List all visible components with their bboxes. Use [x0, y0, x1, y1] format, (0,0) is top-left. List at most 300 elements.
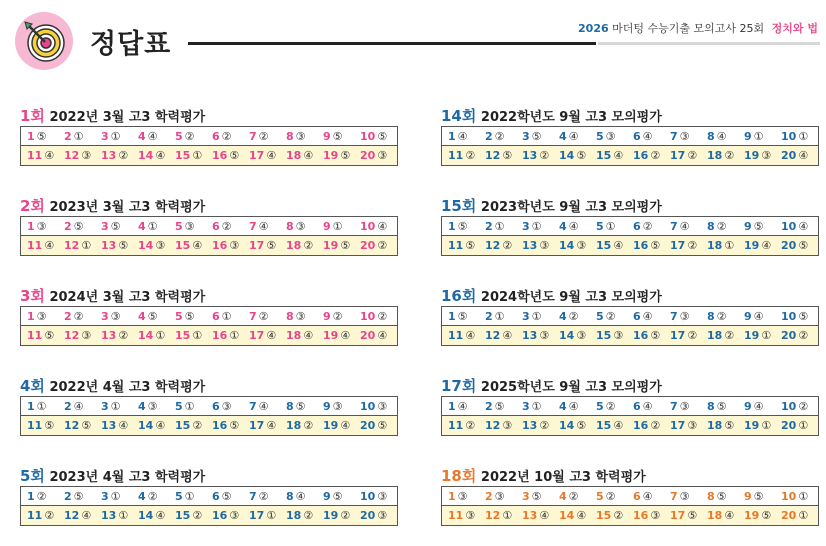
answer-choice: ⑤ — [147, 309, 158, 323]
round-number: 14회 — [441, 107, 477, 125]
answer-cell — [138, 329, 175, 342]
answer-cell — [522, 149, 559, 162]
answer-choice: ③ — [539, 239, 550, 252]
answer-cell — [744, 239, 781, 252]
answer-cell — [596, 130, 633, 143]
answer-choice: ② — [118, 329, 129, 342]
answer-choice: ④ — [258, 219, 269, 233]
question-number: 12 — [485, 509, 501, 522]
question-number: 11 — [448, 329, 464, 342]
block-title — [441, 466, 819, 486]
question-number: 5 — [596, 129, 604, 143]
question-number: 5 — [175, 399, 183, 413]
answer-cell — [559, 239, 596, 252]
answer-choice: ③ — [679, 399, 690, 413]
question-number: 14 — [559, 509, 575, 522]
answer-choice: ④ — [258, 399, 269, 413]
question-number: 9 — [323, 489, 331, 503]
answer-choice: ③ — [377, 489, 388, 503]
answer-choice: ⑤ — [81, 419, 92, 432]
answer-choice: ⑤ — [118, 239, 129, 252]
answer-cell — [781, 310, 818, 323]
answer-row — [441, 396, 819, 416]
answer-choice: ① — [73, 129, 84, 143]
answer-cell — [670, 220, 707, 233]
answer-cell — [485, 419, 522, 432]
question-number: 12 — [485, 419, 501, 432]
answer-cell — [212, 400, 249, 413]
answer-cell — [448, 490, 485, 503]
question-number: 16 — [212, 239, 228, 252]
exam-year: 2026 — [578, 22, 609, 35]
question-number: 3 — [101, 219, 109, 233]
answer-cell — [781, 400, 818, 413]
question-number: 2 — [485, 309, 493, 323]
answer-cell — [249, 220, 286, 233]
answer-cell — [707, 130, 744, 143]
round-number: 5회 — [20, 467, 45, 485]
answer-cell — [522, 419, 559, 432]
answer-choice: ④ — [457, 129, 468, 143]
question-number: 18 — [707, 329, 723, 342]
answer-choice: ④ — [642, 129, 653, 143]
answer-choice: ③ — [613, 329, 624, 342]
answer-cell — [175, 400, 212, 413]
answer-choice: ③ — [229, 239, 240, 252]
answer-cell — [633, 130, 670, 143]
answer-cell — [633, 239, 670, 252]
answer-cell — [101, 239, 138, 252]
question-number: 7 — [670, 489, 678, 503]
question-number: 13 — [522, 239, 538, 252]
question-number: 2 — [485, 399, 493, 413]
question-number: 7 — [670, 129, 678, 143]
answer-choice: ④ — [118, 419, 129, 432]
answer-cell — [212, 490, 249, 503]
question-number: 13 — [522, 419, 538, 432]
answer-choice: ⑤ — [332, 489, 343, 503]
question-number: 1 — [448, 489, 456, 503]
question-number: 18 — [286, 239, 302, 252]
question-number: 10 — [360, 489, 376, 503]
answer-cell — [744, 310, 781, 323]
answer-cell — [633, 329, 670, 342]
answer-cell — [286, 239, 323, 252]
answer-choice: ⑤ — [798, 309, 809, 323]
answer-choice: ⑤ — [229, 419, 240, 432]
question-number: 7 — [249, 129, 257, 143]
round-number: 2회 — [20, 197, 45, 215]
answer-choice: ① — [184, 399, 195, 413]
answer-choice: ⑤ — [110, 219, 121, 233]
answer-cell — [64, 490, 101, 503]
answer-cell — [212, 220, 249, 233]
answer-cell — [559, 130, 596, 143]
question-number: 20 — [781, 419, 797, 432]
answer-choice: ① — [184, 489, 195, 503]
block-title — [20, 286, 398, 306]
answer-cell — [323, 490, 360, 503]
answer-row — [441, 326, 819, 346]
answer-choice: ④ — [73, 399, 84, 413]
answer-cell — [707, 310, 744, 323]
answer-choice: ① — [753, 129, 764, 143]
answer-cell — [670, 130, 707, 143]
answer-choice: ⑤ — [73, 489, 84, 503]
answer-choice: ② — [642, 219, 653, 233]
question-number: 7 — [249, 399, 257, 413]
answer-cell — [781, 490, 818, 503]
answer-cell — [448, 220, 485, 233]
answer-cell — [485, 509, 522, 522]
answer-cell — [286, 400, 323, 413]
answer-cell — [27, 130, 64, 143]
question-number: 2 — [64, 309, 72, 323]
round-number: 4회 — [20, 377, 45, 395]
block-title — [20, 466, 398, 486]
answer-choice: ② — [724, 149, 735, 162]
answer-cell — [64, 130, 101, 143]
question-number: 3 — [101, 489, 109, 503]
answer-choice: ② — [221, 219, 232, 233]
question-number: 9 — [323, 399, 331, 413]
answer-cell — [670, 400, 707, 413]
answer-cell — [559, 419, 596, 432]
question-number: 7 — [670, 399, 678, 413]
answer-choice: ① — [110, 489, 121, 503]
answer-cell — [64, 239, 101, 252]
answer-cell — [138, 490, 175, 503]
answer-cell — [559, 509, 596, 522]
answer-choice: ③ — [295, 219, 306, 233]
answer-choice: ④ — [147, 129, 158, 143]
answer-cell — [360, 239, 397, 252]
answer-cell — [633, 149, 670, 162]
answer-row — [20, 306, 398, 326]
question-number: 2 — [64, 489, 72, 503]
question-number: 12 — [64, 509, 80, 522]
answer-cell — [138, 419, 175, 432]
answer-choice: ④ — [295, 489, 306, 503]
answer-choice: ① — [229, 329, 240, 342]
question-number: 20 — [781, 149, 797, 162]
question-number: 11 — [27, 419, 43, 432]
answer-cell — [212, 419, 249, 432]
answer-cell — [360, 509, 397, 522]
answer-choice: ② — [184, 129, 195, 143]
answer-choice: ② — [716, 219, 727, 233]
answer-choice: ① — [81, 239, 92, 252]
answer-cell — [596, 509, 633, 522]
answer-cell — [633, 310, 670, 323]
answer-choice: ② — [687, 149, 698, 162]
question-number: 16 — [212, 419, 228, 432]
answer-cell — [175, 220, 212, 233]
question-number: 20 — [360, 329, 376, 342]
answer-choice: ④ — [303, 149, 314, 162]
answer-cell — [596, 400, 633, 413]
block-title — [20, 376, 398, 396]
answer-choice: ④ — [642, 309, 653, 323]
answer-choice: ③ — [155, 239, 166, 252]
answer-choice: ① — [192, 149, 203, 162]
question-number: 12 — [64, 419, 80, 432]
answer-choice: ⑤ — [724, 419, 735, 432]
answer-choice: ⑤ — [494, 399, 505, 413]
answer-choice: ③ — [761, 149, 772, 162]
answer-choice: ① — [605, 219, 616, 233]
answer-cell — [286, 490, 323, 503]
answer-choice: ④ — [155, 509, 166, 522]
answer-choice: ③ — [147, 399, 158, 413]
answer-cell — [707, 400, 744, 413]
answer-choice: ③ — [679, 489, 690, 503]
answer-choice: ② — [303, 239, 314, 252]
answer-cell — [286, 130, 323, 143]
answer-choice: ③ — [377, 149, 388, 162]
answer-choice: ④ — [457, 399, 468, 413]
answer-choice: ⑤ — [457, 219, 468, 233]
answer-choice: ② — [568, 309, 579, 323]
answer-cell — [596, 419, 633, 432]
answer-cell — [360, 490, 397, 503]
question-number: 18 — [286, 419, 302, 432]
question-number: 15 — [175, 149, 191, 162]
answer-choice: ② — [650, 149, 661, 162]
answer-block — [20, 286, 398, 346]
question-number: 3 — [101, 309, 109, 323]
answer-choice: ① — [502, 509, 513, 522]
answer-choice: ④ — [753, 309, 764, 323]
answer-choice: ④ — [44, 239, 55, 252]
answer-choice: ③ — [377, 509, 388, 522]
answer-choice: ③ — [457, 489, 468, 503]
answer-choice: ④ — [798, 149, 809, 162]
answer-cell — [323, 149, 360, 162]
question-number: 17 — [249, 509, 265, 522]
answer-choice: ④ — [642, 489, 653, 503]
answer-choice: ④ — [81, 509, 92, 522]
answer-choice: ④ — [568, 399, 579, 413]
answer-choice: ⑤ — [465, 239, 476, 252]
question-number: 20 — [781, 239, 797, 252]
question-number: 11 — [27, 509, 43, 522]
question-number: 6 — [633, 489, 641, 503]
question-number: 1 — [448, 399, 456, 413]
answer-cell — [323, 400, 360, 413]
answer-row — [441, 146, 819, 166]
answer-choice: ② — [73, 309, 84, 323]
answer-cell — [744, 490, 781, 503]
question-number: 19 — [323, 239, 339, 252]
answer-choice: ② — [340, 509, 351, 522]
answer-cell — [522, 509, 559, 522]
answer-choice: ③ — [576, 239, 587, 252]
answer-row — [441, 236, 819, 256]
answer-choice: ④ — [798, 219, 809, 233]
answer-cell — [27, 149, 64, 162]
answer-cell — [138, 149, 175, 162]
answer-cell — [138, 310, 175, 323]
answer-choice: ④ — [340, 419, 351, 432]
answer-cell — [101, 220, 138, 233]
question-number: 6 — [212, 309, 220, 323]
answer-choice: ⑤ — [650, 239, 661, 252]
answer-choice: ③ — [539, 329, 550, 342]
answer-choice: ③ — [494, 489, 505, 503]
question-number: 11 — [448, 509, 464, 522]
question-number: 7 — [249, 309, 257, 323]
answer-choice: ② — [568, 489, 579, 503]
answer-cell — [27, 239, 64, 252]
answer-cell — [707, 149, 744, 162]
answer-cell — [138, 509, 175, 522]
question-number: 19 — [744, 239, 760, 252]
answer-choice: ③ — [184, 219, 195, 233]
exam-label: 2022년 10월 고3 학력평가 — [476, 470, 646, 485]
question-number: 10 — [781, 219, 797, 233]
exam-subject: 정치와 법 — [771, 22, 818, 35]
question-number: 16 — [212, 509, 228, 522]
answer-choice: ① — [110, 129, 121, 143]
answer-choice: ③ — [605, 129, 616, 143]
question-number: 10 — [360, 399, 376, 413]
answer-cell — [559, 220, 596, 233]
question-number: 5 — [596, 219, 604, 233]
answer-choice: ① — [761, 419, 772, 432]
answer-cell — [64, 329, 101, 342]
question-number: 6 — [212, 489, 220, 503]
answer-choice: ② — [798, 329, 809, 342]
answer-block — [441, 376, 819, 436]
question-number: 2 — [485, 219, 493, 233]
question-number: 15 — [596, 509, 612, 522]
round-number: 15회 — [441, 197, 477, 215]
answer-cell — [707, 490, 744, 503]
answer-cell — [485, 149, 522, 162]
answer-choice: ② — [539, 419, 550, 432]
question-number: 6 — [212, 399, 220, 413]
answer-choice: ④ — [716, 129, 727, 143]
question-number: 14 — [138, 419, 154, 432]
answer-cell — [360, 329, 397, 342]
answer-choice: ③ — [81, 329, 92, 342]
question-number: 9 — [744, 399, 752, 413]
answer-cell — [485, 239, 522, 252]
answer-choice: ① — [494, 309, 505, 323]
round-number: 1회 — [20, 107, 45, 125]
question-number: 2 — [64, 219, 72, 233]
question-number: 5 — [175, 129, 183, 143]
answer-cell — [323, 509, 360, 522]
answer-choice: ② — [687, 239, 698, 252]
answer-cell — [323, 310, 360, 323]
question-number: 16 — [212, 329, 228, 342]
question-number: 3 — [101, 129, 109, 143]
exam-label: 2023학년도 9월 고3 모의평가 — [476, 200, 662, 215]
answer-choice: ③ — [679, 309, 690, 323]
question-number: 3 — [522, 489, 530, 503]
answer-cell — [448, 509, 485, 522]
question-number: 8 — [707, 399, 715, 413]
question-number: 8 — [707, 129, 715, 143]
answer-choice: ④ — [465, 329, 476, 342]
answer-choice: ③ — [221, 399, 232, 413]
answer-choice: ③ — [332, 399, 343, 413]
question-number: 12 — [64, 239, 80, 252]
answer-cell — [249, 130, 286, 143]
question-number: 9 — [744, 309, 752, 323]
answer-cell — [633, 419, 670, 432]
answer-row — [20, 486, 398, 506]
question-number: 5 — [596, 489, 604, 503]
question-number: 9 — [323, 219, 331, 233]
question-number: 13 — [522, 329, 538, 342]
answer-choice: ② — [221, 129, 232, 143]
answer-cell — [323, 419, 360, 432]
question-number: 4 — [138, 399, 146, 413]
answer-choice: ⑤ — [295, 399, 306, 413]
answer-choice: ② — [605, 489, 616, 503]
answer-cell — [485, 220, 522, 233]
answer-row — [20, 216, 398, 236]
question-number: 8 — [707, 489, 715, 503]
answer-choice: ② — [650, 419, 661, 432]
answer-cell — [781, 239, 818, 252]
answer-cell — [522, 400, 559, 413]
answer-choice: ④ — [576, 509, 587, 522]
answer-cell — [559, 149, 596, 162]
answer-cell — [286, 419, 323, 432]
answer-choice: ⑤ — [531, 129, 542, 143]
answer-cell — [744, 149, 781, 162]
question-number: 6 — [212, 219, 220, 233]
question-number: 16 — [633, 149, 649, 162]
answer-cell — [744, 329, 781, 342]
answer-cell — [249, 509, 286, 522]
answer-choice: ① — [494, 219, 505, 233]
answer-choice: ⑤ — [650, 329, 661, 342]
answer-cell — [448, 329, 485, 342]
answer-cell — [360, 310, 397, 323]
answer-choice: ② — [303, 419, 314, 432]
answer-choice: ① — [724, 239, 735, 252]
answer-row — [20, 146, 398, 166]
answer-choice: ⑤ — [457, 309, 468, 323]
question-number: 18 — [707, 509, 723, 522]
answer-choice: ② — [539, 149, 550, 162]
question-number: 17 — [249, 149, 265, 162]
answer-choice: ① — [798, 129, 809, 143]
answer-choice: ④ — [539, 509, 550, 522]
answer-cell — [175, 239, 212, 252]
question-number: 17 — [670, 149, 686, 162]
answer-choice: ④ — [613, 149, 624, 162]
question-number: 4 — [138, 489, 146, 503]
answer-choice: ③ — [650, 509, 661, 522]
answer-choice: ① — [332, 219, 343, 233]
answer-cell — [101, 130, 138, 143]
answer-choice: ② — [605, 309, 616, 323]
question-number: 8 — [286, 399, 294, 413]
answer-choice: ② — [192, 419, 203, 432]
answer-choice: ① — [531, 219, 542, 233]
answer-choice: ⑤ — [753, 489, 764, 503]
answer-cell — [448, 400, 485, 413]
answer-cell — [286, 509, 323, 522]
answer-cell — [212, 130, 249, 143]
question-number: 17 — [670, 419, 686, 432]
